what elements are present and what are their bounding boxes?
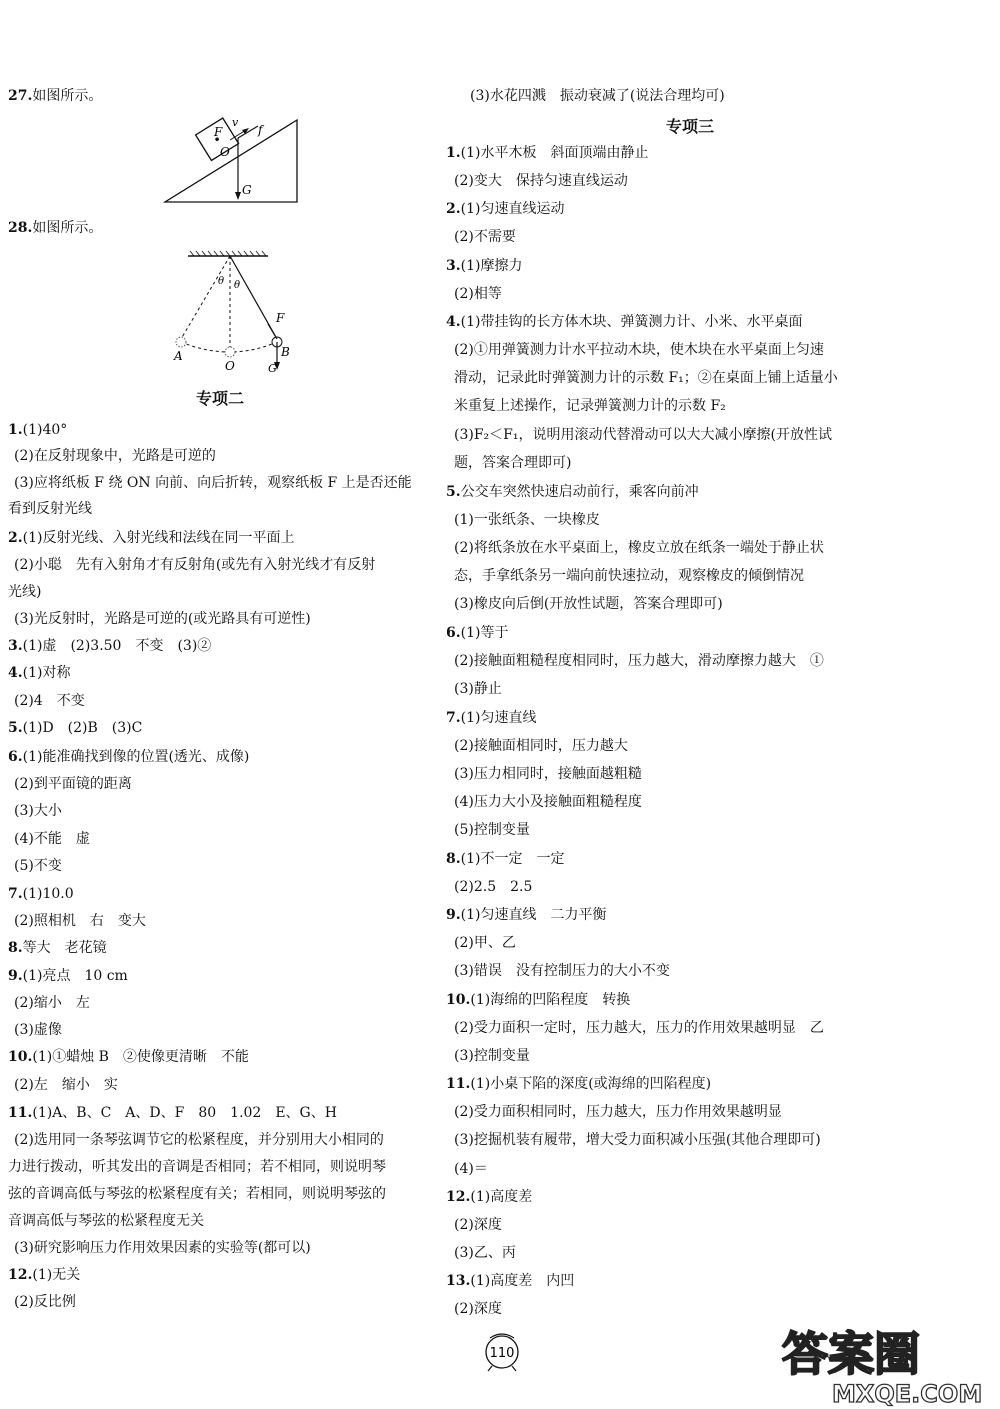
answer-line: (2)小聪 先有入射角才有反射角(或先有入射光线才有反射 bbox=[14, 557, 376, 573]
answer-line: 力进行拨动，听其发出的音调是否相同；若不相同，则说明琴 bbox=[8, 1159, 386, 1175]
answer-line: (4)压力大小及接触面粗糙程度 bbox=[454, 794, 642, 810]
answer-line: 光线) bbox=[8, 584, 42, 600]
answer-line: 3.(1)摩擦力 bbox=[446, 258, 523, 274]
answer-line: 12.(1)高度差 bbox=[446, 1189, 533, 1205]
answer-line: 9.(1)亮点 10 cm bbox=[8, 968, 128, 984]
answer-line: (2)将纸条放在水平桌面上，橡皮立放在纸条一端处于静止状 bbox=[454, 540, 824, 556]
answer-line: (2)4 不变 bbox=[14, 693, 85, 709]
fig27-label-O: O bbox=[220, 145, 230, 159]
answer-line: 3.(1)虚 (2)3.50 不变 (3)② bbox=[8, 638, 212, 654]
answer-line: 8.等大 老花镜 bbox=[8, 940, 107, 956]
answer-line: 5.(1)D (2)B (3)C bbox=[8, 720, 143, 736]
answer-line: (3)水花四溅 振动衰减了(说法合理均可) bbox=[470, 88, 725, 104]
figure-27-incline bbox=[160, 112, 310, 212]
section-heading-3: 专项三 bbox=[665, 117, 714, 136]
answer-line: (2)深度 bbox=[454, 1301, 502, 1317]
answer-line: (2)接触面相同时，压力越大 bbox=[454, 738, 628, 754]
answer-line: 2.(1)反射光线、入射光线和法线在同一平面上 bbox=[8, 530, 295, 546]
answer-line: (3)应将纸板 F 绕 ON 向前、向后折转，观察纸板 F 上是否还能 bbox=[14, 475, 412, 491]
answer-line: 米重复上述操作，记录弹簧测力计的示数 F₂ bbox=[454, 398, 726, 414]
fig27-label-v: v bbox=[232, 116, 239, 129]
item-text: 如图所示。 bbox=[32, 88, 103, 104]
item-number: 28. bbox=[8, 220, 33, 236]
page-number: 110 bbox=[489, 1346, 515, 1361]
answer-line: 7.(1)匀速直线 bbox=[446, 710, 537, 726]
answer-line: 4.(1)对称 bbox=[8, 665, 71, 681]
answer-line: (3)橡皮向后倒(开放性试题，答案合理即可) bbox=[454, 596, 723, 612]
answer-line: 13.(1)高度差 内凹 bbox=[446, 1273, 575, 1289]
page-number-badge bbox=[480, 1328, 524, 1372]
answer-line: (3)虚像 bbox=[14, 1022, 62, 1038]
answer-line: 11.(1)A、B、C A、D、F 80 1.02 E、G、H bbox=[8, 1105, 337, 1121]
section-heading-2: 专项二 bbox=[195, 389, 244, 408]
fig27-label-G: G bbox=[242, 183, 252, 197]
answer-line: 9.(1)匀速直线 二力平衡 bbox=[446, 907, 607, 923]
answer-line: 12.(1)无关 bbox=[8, 1267, 81, 1283]
answer-line: 滑动，记录此时弹簧测力计的示数 F₁；②在桌面上铺上适量小 bbox=[454, 370, 838, 386]
answer-line: 看到反射光线 bbox=[8, 501, 92, 517]
watermark-url: MXQE.COM bbox=[832, 1380, 983, 1408]
answer-line: (2)选用同一条琴弦调节它的松紧程度，并分别用大小相同的 bbox=[14, 1132, 384, 1148]
watermark-text: 答案圈 bbox=[782, 1327, 920, 1381]
answer-line: (3)光反射时，光路是可逆的(或光路具有可逆性) bbox=[14, 611, 311, 627]
answer-line: (3)研究影响压力作用效果因素的实验等(都可以) bbox=[14, 1240, 311, 1256]
answer-line: (2)变大 保持匀速直线运动 bbox=[454, 173, 628, 189]
answer-line: (3)静止 bbox=[454, 681, 502, 697]
answer-line: (2)2.5 2.5 bbox=[454, 879, 533, 895]
answer-line: (2)相等 bbox=[454, 286, 502, 302]
figure-28-pendulum bbox=[168, 250, 293, 375]
item-28 bbox=[8, 218, 102, 238]
answer-line: (2)受力面积一定时，压力越大，压力的作用效果越明显 乙 bbox=[454, 1020, 824, 1036]
answer-line: (2)左 缩小 实 bbox=[14, 1077, 118, 1093]
item-number: 27. bbox=[8, 88, 33, 104]
answer-line: 音调高低与琴弦的松紧程度无关 bbox=[8, 1213, 204, 1229]
fig27-label-F: F bbox=[214, 125, 223, 139]
answer-line: 4.(1)带挂钩的长方体木块、弹簧测力计、小米、水平桌面 bbox=[446, 314, 803, 330]
fig27-label-f: f bbox=[258, 123, 263, 137]
fig28-label-theta1: θ bbox=[218, 276, 225, 287]
answer-line: (2)①用弹簧测力计水平拉动木块，使木块在水平桌面上匀速 bbox=[454, 342, 824, 358]
answer-line: 题，答案合理即可) bbox=[454, 455, 572, 471]
answer-line: (2)深度 bbox=[454, 1217, 502, 1233]
answer-line: (3)压力相同时，接触面越粗糙 bbox=[454, 766, 642, 782]
answer-line: 10.(1)海绵的凹陷程度 转换 bbox=[446, 992, 631, 1008]
answer-line: 11.(1)小桌下陷的深度(或海绵的凹陷程度) bbox=[446, 1076, 712, 1092]
answer-line: 弦的音调高低与琴弦的松紧程度有关；若相同，则说明琴弦的 bbox=[8, 1186, 386, 1202]
fig28-label-G: G bbox=[268, 362, 277, 375]
answer-line: (2)反比例 bbox=[14, 1294, 76, 1310]
fig28-label-F: F bbox=[276, 311, 285, 325]
answer-line: (4)不能 虚 bbox=[14, 831, 90, 847]
answer-line: 态，手拿纸条另一端向前快速拉动，观察橡皮的倾倒情况 bbox=[454, 568, 804, 584]
answer-line: (1)一张纸条、一块橡皮 bbox=[454, 512, 600, 528]
answer-line: (3)乙、丙 bbox=[454, 1245, 516, 1261]
answer-line: (3)错误 没有控制压力的大小不变 bbox=[454, 963, 670, 979]
answer-line: (2)在反射现象中，光路是可逆的 bbox=[14, 448, 216, 464]
answer-line: (2)到平面镜的距离 bbox=[14, 776, 132, 792]
answer-line: (2)接触面粗糙程度相同时，压力越大，滑动摩擦力越大 ① bbox=[454, 653, 824, 669]
answer-line: (5)不变 bbox=[14, 858, 62, 874]
answer-line: (3)控制变量 bbox=[454, 1048, 530, 1064]
answer-line: (3)大小 bbox=[14, 803, 62, 819]
item-text: 如图所示。 bbox=[32, 220, 103, 236]
fig28-label-O: O bbox=[225, 359, 235, 373]
answer-line: 10.(1)①蜡烛 B ②使像更清晰 不能 bbox=[8, 1049, 249, 1065]
answer-line: (5)控制变量 bbox=[454, 822, 530, 838]
answer-line: (4)＝ bbox=[454, 1161, 488, 1177]
fig28-label-A: A bbox=[174, 349, 183, 363]
answer-line: 6.(1)等于 bbox=[446, 625, 509, 641]
answer-line: (3)挖掘机装有履带，增大受力面积减小压强(其他合理即可) bbox=[454, 1132, 821, 1148]
answer-line: (3)F₂＜F₁，说明用滚动代替滑动可以大大减小摩擦(开放性试 bbox=[454, 427, 832, 443]
answer-line: 1.(1)水平木板 斜面顶端由静止 bbox=[446, 145, 649, 161]
answer-line: 7.(1)10.0 bbox=[8, 886, 74, 902]
answer-line: 5.公交车突然快速启动前行，乘客向前冲 bbox=[446, 484, 699, 500]
answer-line: (2)甲、乙 bbox=[454, 935, 516, 951]
item-27 bbox=[8, 86, 102, 106]
watermark-logo bbox=[772, 1318, 994, 1408]
answer-line: 2.(1)匀速直线运动 bbox=[446, 201, 565, 217]
fig28-label-theta2: θ bbox=[234, 280, 241, 291]
answer-line: 1.(1)40° bbox=[8, 422, 68, 438]
answer-line: (2)缩小 左 bbox=[14, 995, 90, 1011]
answer-line: 8.(1)不一定 一定 bbox=[446, 851, 565, 867]
answer-line: (2)照相机 右 变大 bbox=[14, 913, 146, 929]
answer-line: (2)不需要 bbox=[454, 229, 516, 245]
fig28-label-B: B bbox=[281, 345, 290, 359]
answer-line: 6.(1)能准确找到像的位置(透光、成像) bbox=[8, 749, 250, 765]
answer-line: (2)受力面积相同时，压力越大，压力作用效果越明显 bbox=[454, 1104, 782, 1120]
